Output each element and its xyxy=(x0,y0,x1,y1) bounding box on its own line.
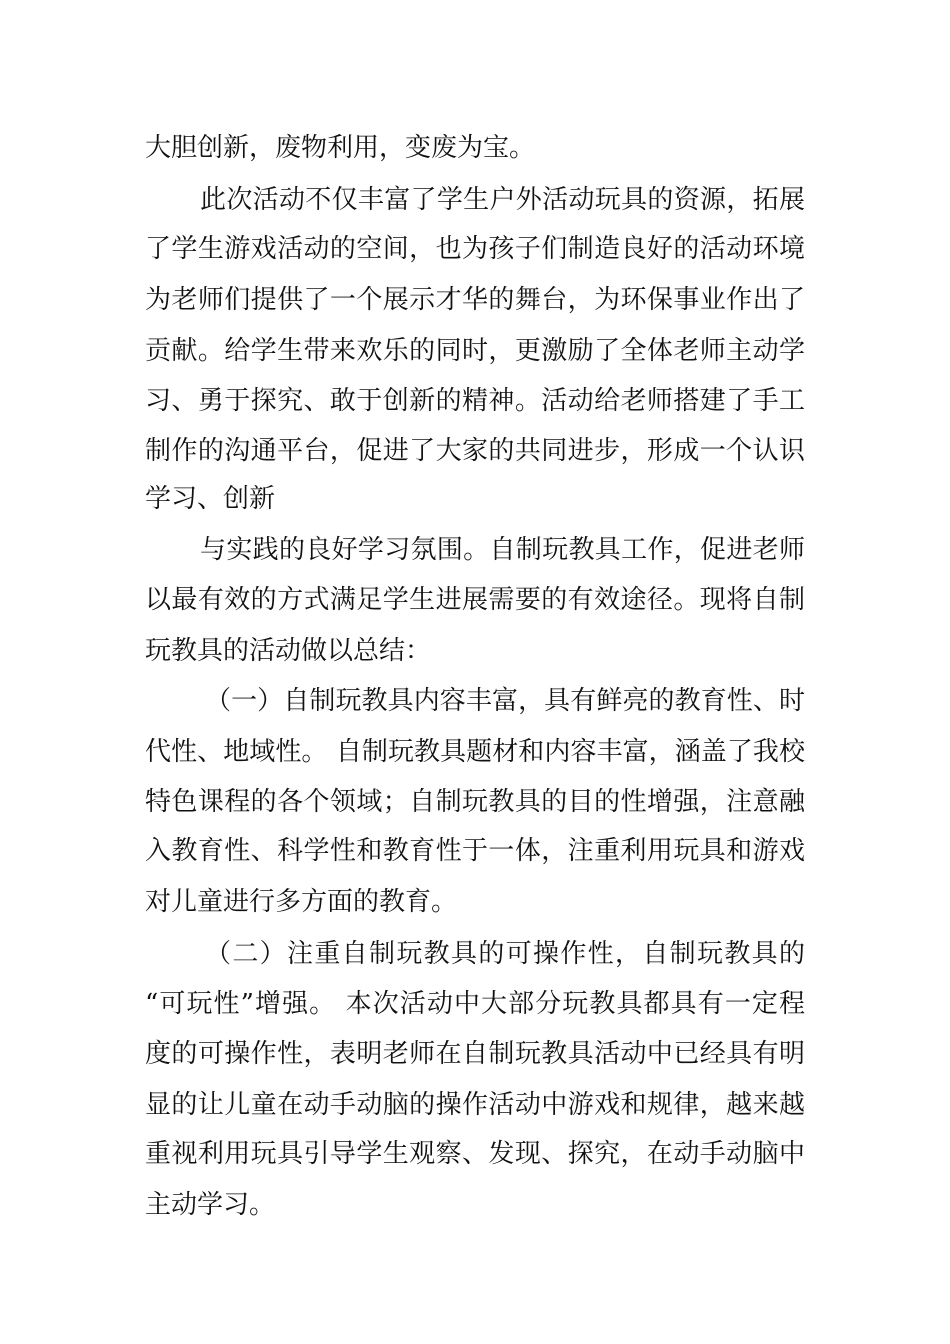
text-line: （二）注重自制玩教具的可操作性，自制玩教具的 xyxy=(205,939,805,969)
text-line: 学习、创新 xyxy=(145,484,276,514)
text-line: 为老师们提供了一个展示才华的舞台，为环保事业作出了 xyxy=(145,285,805,315)
text-line: 与实践的良好学习氛围。自制玩教具工作，促进老师 xyxy=(200,535,805,565)
text-line: “可玩性”增强。 本次活动中大部分玩教具都具有一定程 xyxy=(145,989,805,1019)
text-line: 代性、地域性。 自制玩教具题材和内容丰富，涵盖了我校 xyxy=(145,737,805,767)
text-line: 此次活动不仅丰富了学生户外活动玩具的资源，拓展 xyxy=(200,185,805,215)
text-line: 贡献。给学生带来欢乐的同时，更激励了全体老师主动学 xyxy=(145,336,805,366)
text-line: 以最有效的方式满足学生进展需要的有效途径。现将自制 xyxy=(145,585,805,615)
text-line: 主动学习。 xyxy=(145,1190,276,1220)
text-line: 习、勇于探究、敢于创新的精神。活动给老师搭建了手工 xyxy=(145,386,805,416)
text-line: 对儿童进行多方面的教育。 xyxy=(145,887,458,917)
text-line: 特色课程的各个领域；自制玩教具的目的性增强，注意融 xyxy=(145,787,805,817)
text-line: 度的可操作性，表明老师在自制玩教具活动中已经具有明 xyxy=(145,1039,805,1069)
text-line: 重视利用玩具引导学生观察、发现、探究，在动手动脑中 xyxy=(145,1139,805,1169)
text-line: 显的让儿童在动手动脑的操作活动中游戏和规律，越来越 xyxy=(145,1090,805,1120)
text-line: 了学生游戏活动的空间，也为孩子们制造良好的活动环境 xyxy=(145,234,805,264)
text-line: 玩教具的活动做以总结： xyxy=(145,636,432,666)
text-line: 制作的沟通平台，促进了大家的共同进步，形成一个认识 xyxy=(145,436,805,466)
text-line: 大胆创新，废物利用，变废为宝。 xyxy=(145,133,536,163)
text-line: （一）自制玩教具内容丰富，具有鲜亮的教育性、时 xyxy=(205,686,805,716)
text-line: 入教育性、科学性和教育性于一体，注重利用玩具和游戏 xyxy=(145,836,805,866)
